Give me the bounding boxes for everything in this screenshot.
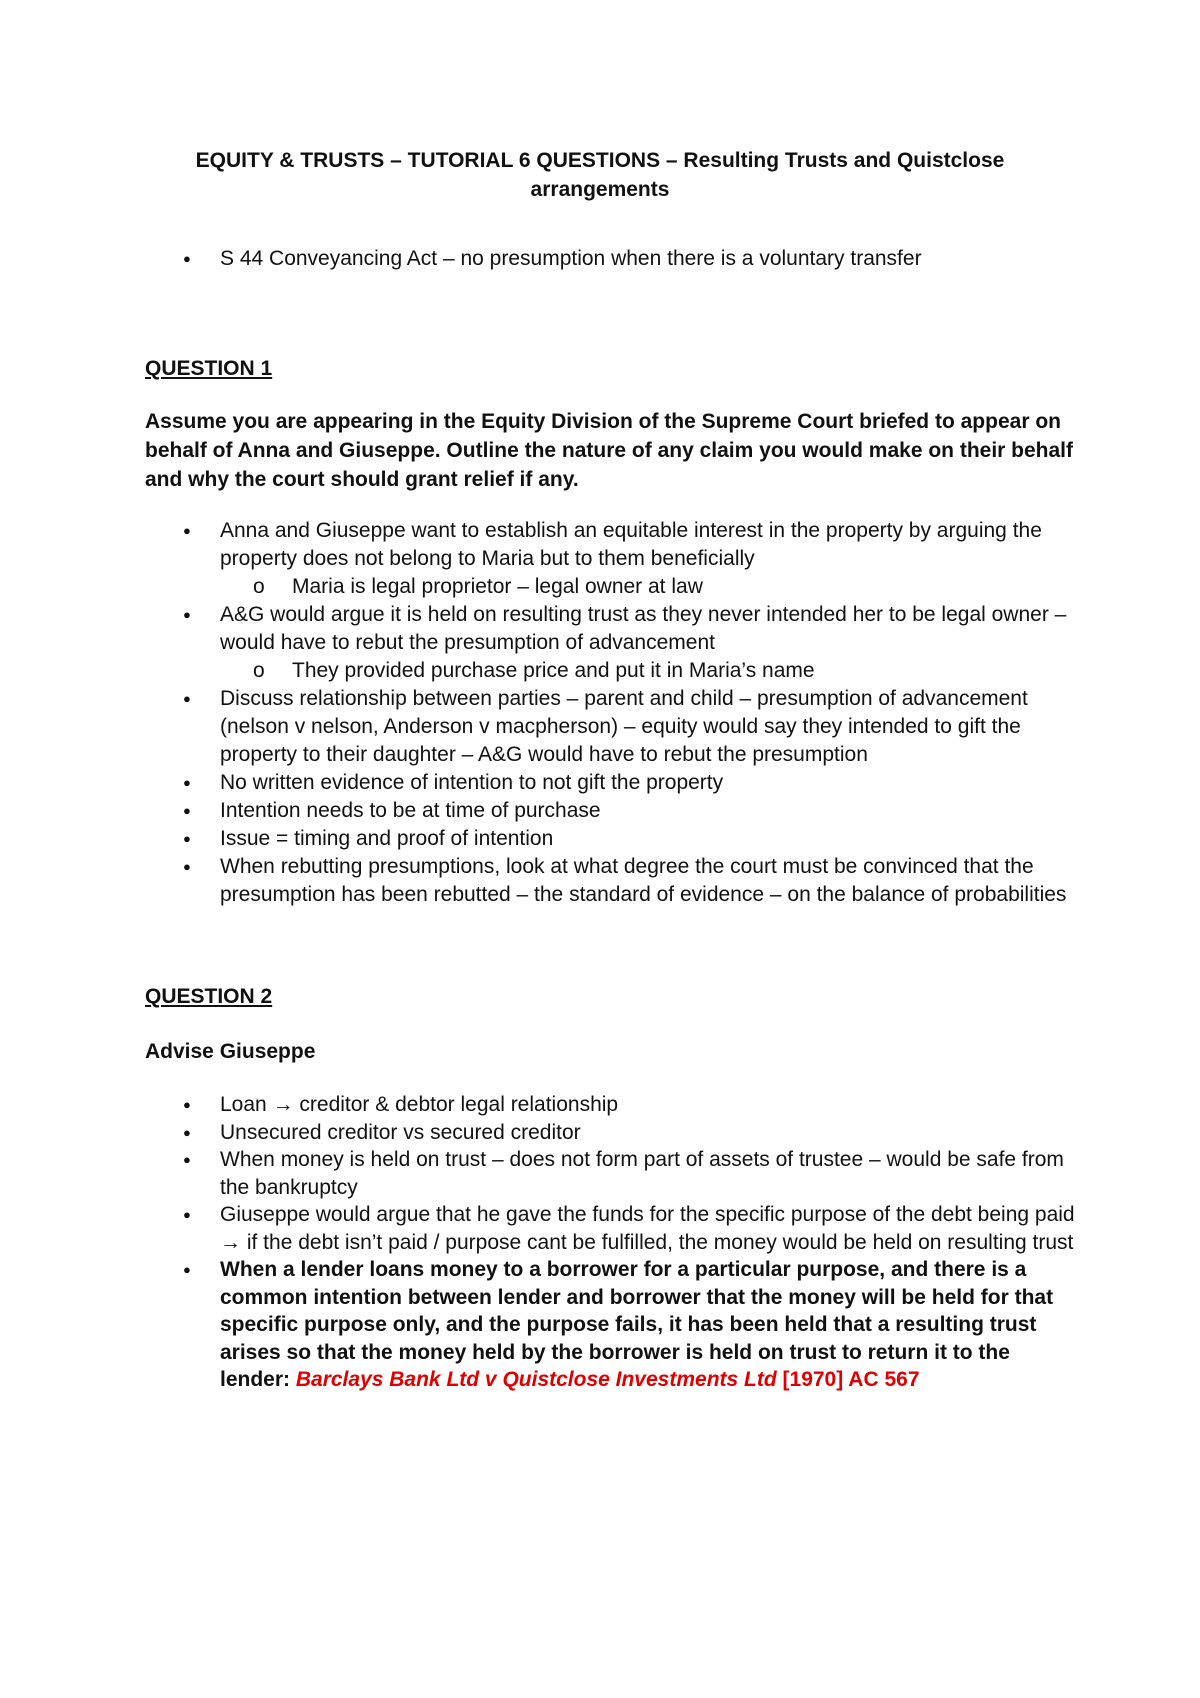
list-item: ● Intention needs to be at time of purchase bbox=[145, 797, 1075, 825]
question-1-heading: QUESTION 1 bbox=[145, 357, 273, 380]
list-item bbox=[145, 1091, 1075, 1119]
list-item-text: creditor & debtor legal relationship bbox=[299, 1093, 619, 1116]
list-item-text: Anna and Giuseppe want to establish an equitable interest in the property by arguing the property does not belong to Maria but to them beneficially bbox=[220, 519, 1042, 570]
list-item-text: Loan bbox=[220, 1093, 267, 1116]
list-item: ● When rebutting presumptions, look at what degree the court must be convinced that the presumption has been rebutted – the standard of evidence – on the balance of probabilities bbox=[145, 853, 1075, 909]
document-title bbox=[145, 146, 1055, 204]
list-item bbox=[145, 601, 1075, 685]
list-item-text: Giuseppe would argue that he gave the funds for the specific purpose of the debt being paid bbox=[220, 1203, 1075, 1226]
list-item: ● Discuss relationship between parties – parent and child – presumption of advancement (nelson v nelson, Anderson v macpherson) – equity would say they intended to gift the property to their daughter – A&G would have to rebut the presumption bbox=[145, 685, 1075, 769]
sub-list-item: o Maria is legal proprietor – legal owner at law bbox=[145, 573, 1075, 601]
question-2-answers bbox=[145, 1091, 1075, 1394]
list-item-text: if the debt isn’t paid / purpose cant be fulfilled, the money would be held on resulting trust bbox=[246, 1230, 1074, 1254]
sub-list-item: o They provided purchase price and put it in Maria’s name bbox=[145, 657, 1075, 685]
intro-bullet: ● S 44 Conveyancing Act – no presumption when there is a voluntary transfer bbox=[145, 244, 1075, 274]
question-1-prompt: Assume you are appearing in the Equity Division of the Supreme Court briefed to appear on behalf of Anna and Giuseppe. Outline the nature of any claim you would make on their behalf and why the court should grant relief if any. bbox=[145, 410, 1074, 491]
list-item-text: When a lender loans money to a borrower for a particular purpose, and there is a common intention between lender and borrower that the money will be held for that specific purpose only, and the purpose fails, it has been held that a resulting trust arises so that the money held by the borrower is held on trust to return it to the lender: bbox=[220, 1258, 1054, 1391]
title-line-2: arrangements bbox=[530, 178, 670, 201]
list-item bbox=[145, 1201, 1075, 1256]
list-item: ● Issue = timing and proof of intention bbox=[145, 825, 1075, 853]
list-item: ● When money is held on trust – does not form part of assets of trustee – would be safe from the bankruptcy bbox=[145, 1146, 1075, 1201]
question-1-answers bbox=[145, 517, 1075, 909]
list-item: ● Unsecured creditor vs secured creditor bbox=[145, 1119, 1075, 1147]
list-item-text: A&G would argue it is held on resulting trust as they never intended her to be legal owner – would have to rebut the presumption of advancement bbox=[220, 603, 1067, 654]
arrow-right-icon: → bbox=[272, 1093, 294, 1116]
question-2-prompt: Advise Giuseppe bbox=[145, 1040, 316, 1063]
list-item: ● No written evidence of intention to not gift the property bbox=[145, 769, 1075, 797]
intro-section bbox=[145, 244, 1075, 274]
arrow-right-icon: → bbox=[220, 1230, 241, 1254]
question-2-heading: QUESTION 2 bbox=[145, 985, 273, 1008]
case-name: Barclays Bank Ltd v Quistclose Investments Ltd bbox=[295, 1368, 777, 1391]
title-line-1: EQUITY & TRUSTS – TUTORIAL 6 QUESTIONS – Resulting Trusts and Quistclose bbox=[195, 149, 1005, 172]
case-citation: [1970] AC 567 bbox=[782, 1368, 920, 1391]
list-item bbox=[145, 517, 1075, 601]
list-item bbox=[145, 1256, 1075, 1394]
